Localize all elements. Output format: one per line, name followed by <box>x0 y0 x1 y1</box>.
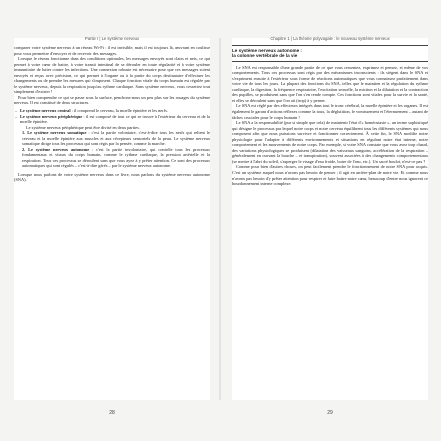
paragraph: Pour bien comprendre ce qui se passe sous la surface, penchons-nous un peu plus sur les rouages du système nerveux. Il est constitué de deux structures. <box>14 94 210 106</box>
subitem-term: 2. Le système nerveux autonome <box>22 146 90 152</box>
section-heading-line: la colonne vertébrale de la vie <box>232 53 298 59</box>
paragraph: Le SNA a la responsabilité (pur si simple que cela) de maintenir l'état d'« homéostasie », un terme sophistiqué qui désigne le processus par lequel notre corps et notre cerveau équilibrent tous les différents systèmes qui nous composent afin que nous puissions survivre et fonctionner correctement. À cette fin, le SNA modifie notre physiologie pour l'adapter à différents environnements et situations en régulant notre état interne, notre comportement et les mouvements de notre corps. Par exemple, si votre SNA constate que vous avez trop chaud, des variations physiologiques se produisent (dilatation des vaisseaux sanguins, accélération de la respiration – généralement en ouvrant la bouche – et transpiration), souvent associées à des changements comportementaux (se mettre à l'abri du soleil, s'asperger le visage d'eau froide, boire de l'eau, etc.). Un sacré boulot, n'est-ce pas ? <box>232 120 428 164</box>
gutter-divider <box>219 38 221 400</box>
running-header-right: Chapitre 1 | La théorie polyvagale : le nouveau système nerveux <box>270 36 390 41</box>
list-item-term: Le système nerveux périphérique <box>20 113 83 119</box>
paragraph: comparer votre système nerveux à un réseau Wi-Fi : il est invisible, mais il est toujours là, œuvrant en coulisse pour vous permettre d'envoyer et de recevoir des messages. <box>14 45 210 56</box>
subitem-text: : c'est la partie involontaire, qui contrôle tous les processus fondamentaux et vitaux du corps humain, comme le rythme cardiaque, la pression artérielle et la respiration. Tous ces processus se déroulent sans que vous ayez à y prêter attention. Ce sont des processus automatiques qui sont régulés – c'est-à-dire gérés – par le système nerveux autonome. <box>22 146 210 169</box>
peripheral-subsection <box>14 125 210 169</box>
subitem <box>22 147 210 169</box>
paragraph: Le SNA est réglé par des effecteurs intégrés dans tout le tronc cérébral, la moelle épinière et les organes. Il est également le garant d'actions réflexes comme la toux, la déglutition, le vomissement et l'éternuement – autant de tâches cruciales pour le corps humain ! <box>232 103 428 120</box>
right-page <box>232 36 428 416</box>
left-page-body <box>14 45 210 183</box>
left-page <box>14 36 210 416</box>
paragraph: Lorsque nous parlons de votre système nerveux dans ce livre, nous parlons du système nerveux autonome (SNA). <box>14 171 210 183</box>
section-heading <box>232 45 428 62</box>
page-number: 29 <box>327 410 333 416</box>
subitem <box>22 130 210 147</box>
running-header-left: Partie I | Le système nerveux <box>84 36 140 41</box>
list-item-text: : il comprend le cerveau, la moelle épinière et les nerfs. <box>70 108 168 114</box>
list-item-term: Le système nerveux central <box>20 108 71 114</box>
paragraph: Le SNA est responsable d'une grande partie de ce que vous ressentez, exprimez et pensez, et même de vos comportements. Tous ces processus sont régis par des mécanismes inconscients : ils siègent dans le SNA et s'expriment ensuite à l'extérieur sous forme de réactions automatiques que vous connaissez parfaitement dans votre vie de tous les jours. La plupart des fonctions du SNA, telles que le maintien et la régulation du rythme cardiaque, la digestion, la fréquence respiratoire, l'excitation sexuelle, la miction et la dilatation et la contraction des pupilles, se produisent sans que l'on s'en rende compte. Ces fonctions sont vitales pour la survie et la santé, et elles se déroulent sans que l'on ait (trop) à y penser. <box>232 64 428 103</box>
paragraph: Lorsque le réseau fonctionne dans des conditions optimales, les messages envoyés sont clairs et nets, ce qui permet à votre cœur de battre, à votre transit intestinal de se dérouler en toute régularité et à votre système immunitaire de lutter contre les infections. Une connexion robuste est nécessaire pour que ces messages soient envoyés et reçus avec précision, ce qui permet à l'organe ou à la partie du corps destinataire d'effectuer les changements ou de prendre les mesures qui s'imposent. Chaque fonction vitale du corps humain est régulée par le système nerveux, depuis la respiration jusqu'au rythme cardiaque. Sans système nerveux, vous cesseriez tout simplement d'exister ! <box>14 56 210 95</box>
subitem-text: : c'est la partie volontaire, c'est-à-dire tous les nerfs qui relient le cerveau et la moelle épinière aux muscles et aux récepteurs sensoriels de la peau. Le système nerveux somatique dirige tous les processus qui sont régis par la pensée, comme la marche. <box>22 130 210 147</box>
page-number: 28 <box>109 410 115 416</box>
paragraph: Le système nerveux périphérique peut être divisé en deux parties. <box>26 124 140 130</box>
list-item <box>14 114 210 125</box>
subitem-term: 1. Le système nerveux somatique <box>22 130 87 136</box>
list-item-text: : il est composé de tout ce qui se trouve à l'extérieur du cerveau et de la moelle épinière. <box>20 113 210 125</box>
paragraph: Comme pour bien d'autres choses, on peut facilement prendre le fonctionnement de notre SNA pour acquis. C'est un système auquel nous n'avons pas besoin de penser ; il agit en arrière-plan de notre vie. Et comme nous n'avons pas besoin d'y prêter attention pour respirer et faire battre notre cœur, beaucoup d'entre nous ignorent ce bourdonnement interne complexe. <box>232 164 428 187</box>
structure-list <box>14 108 210 125</box>
section-heading-line: Le système nerveux autonome : <box>232 47 302 53</box>
right-page-body <box>232 45 428 187</box>
